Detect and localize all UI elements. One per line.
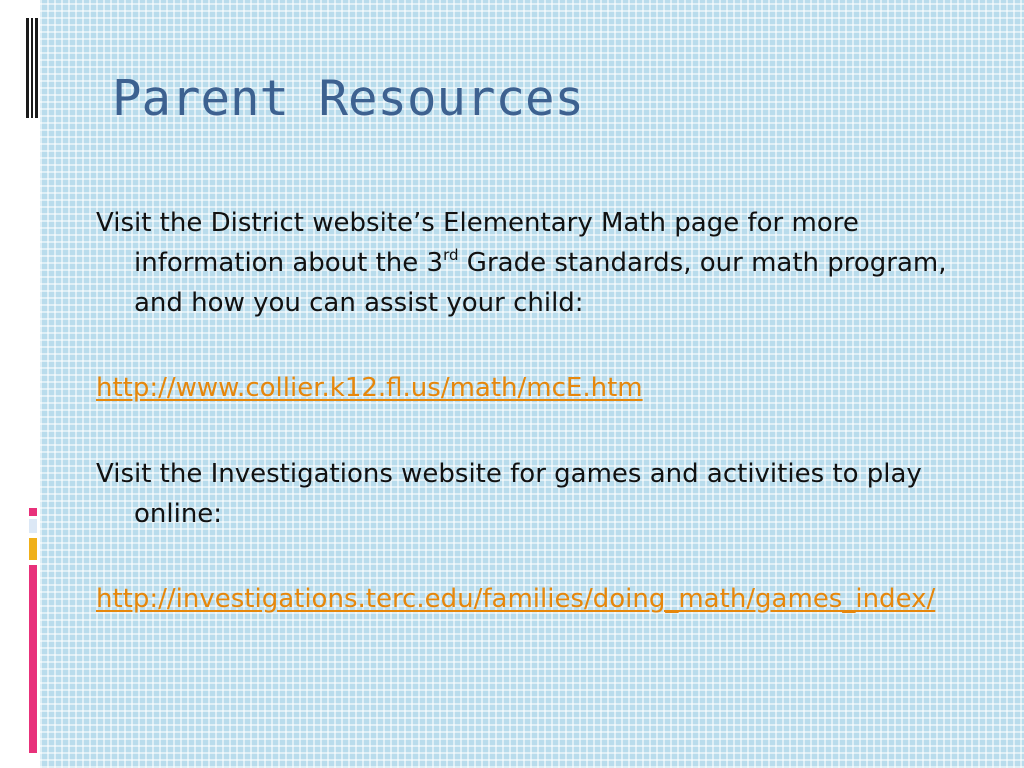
district-text-end: Grade standards, our math program, and how you can assist your child: (134, 248, 947, 318)
slide-content (96, 203, 976, 619)
black-bar-1 (26, 18, 29, 118)
ordinal-superscript: rd (443, 246, 459, 264)
black-bar-3 (35, 18, 38, 118)
district-math-link[interactable]: http://www.collier.k12.fl.us/math/mcE.htm (96, 373, 643, 403)
district-text: Visit the District website’s Elementary Math page for more information about the 3 (96, 208, 859, 278)
district-link-line (96, 368, 976, 408)
pink-bar (29, 565, 37, 753)
investigations-paragraph: Visit the Investigations website for games and activities to play online: (96, 459, 922, 529)
pink-square (29, 508, 37, 516)
decorative-bars (0, 0, 45, 768)
gold-block (29, 538, 37, 560)
light-block (29, 519, 37, 533)
investigations-link-line (96, 579, 976, 619)
black-bar-2 (31, 18, 33, 118)
district-paragraph (96, 203, 976, 323)
slide-title: Parent Resources (112, 70, 585, 127)
investigations-games-link[interactable]: http://investigations.terc.edu/families/doing_math/games_index/ (96, 584, 936, 614)
